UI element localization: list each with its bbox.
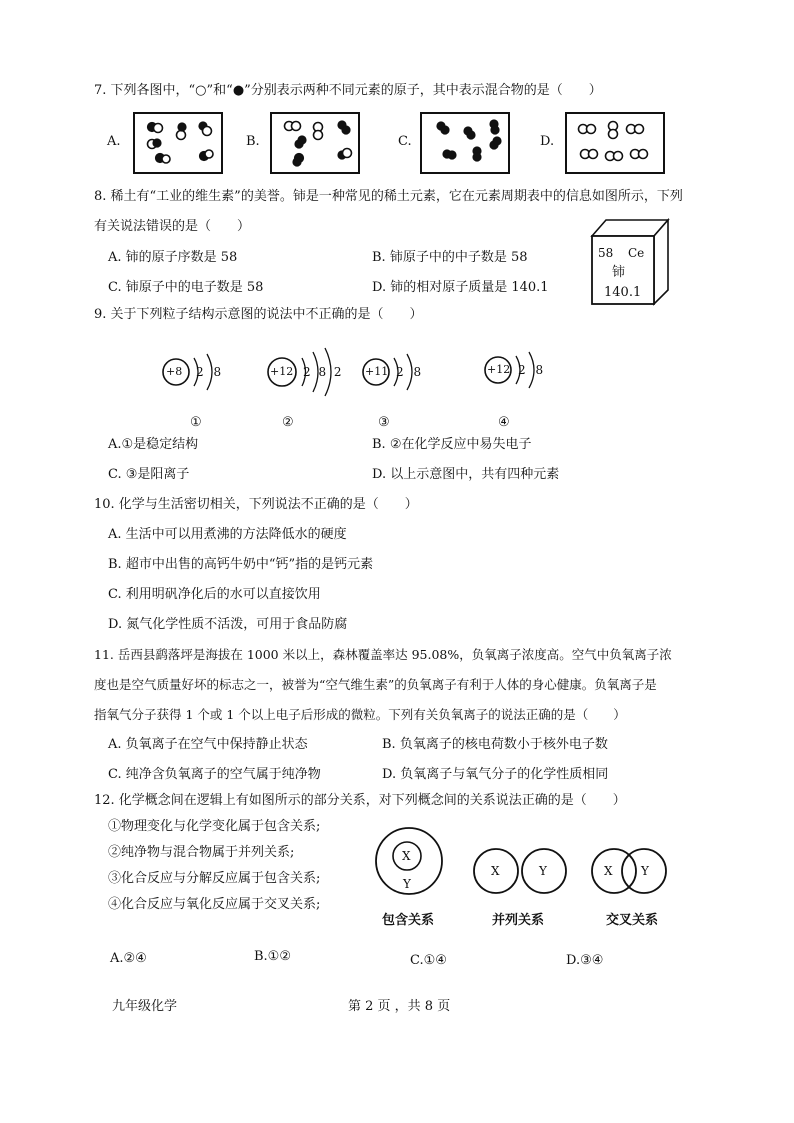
q8-stem-line1: 8. 稀土有“工业的维生素”的美誉。铈是一种常见的稀土元素，它在元素周期表中的信息如图所示，下列 bbox=[94, 189, 683, 204]
q9-particle-4-index: ④ bbox=[498, 415, 510, 430]
q12-parallel-y: Y bbox=[539, 864, 547, 878]
q8-element-number: 58 bbox=[598, 246, 614, 260]
q9-particle-1-index: ① bbox=[190, 415, 202, 430]
q12-cross-x: X bbox=[604, 864, 613, 878]
q12-item-1: ①物理变化与化学变化属于包含关系; bbox=[108, 819, 321, 834]
q9-particle-2-electrons: 2 8 2 bbox=[303, 365, 342, 379]
q11-option-b: B. 负氧离子的核电荷数小于核外电子数 bbox=[382, 737, 608, 752]
q8-option-d: D. 铈的相对原子质量是 140.1 bbox=[372, 280, 549, 295]
q12-parallel-x: X bbox=[491, 864, 500, 878]
q7-figure-a-atoms bbox=[135, 114, 221, 172]
q8-option-c: C. 铈原子中的电子数是 58 bbox=[108, 280, 264, 295]
q9-option-b: B. ②在化学反应中易失电子 bbox=[372, 437, 532, 452]
footer-subject: 九年级化学 bbox=[112, 999, 178, 1014]
q9-particle-1-nucleus: +8 bbox=[166, 365, 183, 378]
q7-figure-d bbox=[565, 112, 665, 174]
q9-particle-4-electrons: 2 8 bbox=[518, 363, 544, 377]
q9-particle-2-nucleus: +12 bbox=[270, 365, 294, 378]
q12-cross-y: Y bbox=[641, 864, 649, 878]
q12-option-c: C.①④ bbox=[410, 953, 447, 968]
q12-diagram-contain bbox=[374, 826, 444, 896]
q12-stem: 12. 化学概念间在逻辑上有如图所示的部分关系，对下列概念间的关系说法正确的是（ ） bbox=[94, 793, 626, 808]
q7-figure-c-atoms bbox=[422, 114, 508, 172]
q9-particle-2 bbox=[265, 346, 355, 402]
q10-option-d: D. 氮气化学性质不活泼，可用于食品防腐 bbox=[108, 617, 348, 632]
q12-item-3: ③化合反应与分解反应属于包含关系; bbox=[108, 871, 321, 886]
q7-figure-b bbox=[270, 112, 360, 174]
q11-option-d: D. 负氧离子与氧气分子的化学性质相同 bbox=[382, 767, 609, 782]
q7-figure-a bbox=[133, 112, 223, 174]
footer-page-number: 第 2 页 ，共 8 页 bbox=[348, 999, 451, 1014]
q9-stem: 9. 关于下列粒子结构示意图的说法中不正确的是（ ） bbox=[94, 307, 423, 322]
q9-particle-2-index: ② bbox=[282, 415, 294, 430]
q9-particle-3-nucleus: +11 bbox=[365, 365, 389, 378]
q7-option-d-label: D. bbox=[540, 134, 555, 149]
q10-option-a: A. 生活中可以用煮沸的方法降低水的硬度 bbox=[108, 527, 347, 542]
q12-option-b: B.①② bbox=[254, 949, 291, 964]
q12-diagram-cross bbox=[590, 846, 670, 896]
q8-option-a: A. 铈的原子序数是 58 bbox=[108, 250, 238, 265]
q12-label-parallel: 并列关系 bbox=[492, 913, 545, 928]
q9-particle-3 bbox=[360, 350, 440, 400]
q8-element-name: 铈 bbox=[612, 265, 626, 280]
q8-element-symbol: Ce bbox=[628, 246, 645, 260]
q9-particle-1 bbox=[160, 350, 240, 400]
q12-option-a: A.②④ bbox=[110, 951, 147, 966]
q7-figure-c bbox=[420, 112, 510, 174]
q12-contain-x: X bbox=[402, 849, 411, 863]
q12-item-2: ②纯净物与混合物属于并列关系; bbox=[108, 845, 295, 860]
q7-stem: 7. 下列各图中，“○”和“●”分别表示两种不同元素的原子，其中表示混合物的是（ ） bbox=[94, 83, 602, 98]
q12-cross-circles bbox=[590, 846, 670, 896]
q12-item-4: ④化合反应与氧化反应属于交叉关系; bbox=[108, 897, 321, 912]
q12-diagram-parallel bbox=[472, 846, 568, 896]
q10-stem: 10. 化学与生活密切相关，下列说法不正确的是（ ） bbox=[94, 497, 418, 512]
q11-stem-line2: 度也是空气质量好坏的标志之一，被誉为“空气维生素”的负氧离子有利于人体的身心健康。负氧离子是 bbox=[94, 677, 657, 692]
q9-particle-4-nucleus: +12 bbox=[487, 363, 511, 376]
q11-stem-line1: 11. 岳西县鹞落坪是海拔在 1000 米以上，森林覆盖率达 95.08%，负氧离子浓度高。空气中负氧离子浓 bbox=[94, 647, 672, 662]
q8-stem-line2: 有关说法错误的是（ ） bbox=[94, 219, 251, 234]
q12-contain-y: Y bbox=[403, 877, 411, 891]
q9-particle-1-electrons: 2 8 bbox=[196, 365, 222, 379]
q11-option-a: A. 负氧离子在空气中保持静止状态 bbox=[108, 737, 308, 752]
q12-label-cross: 交叉关系 bbox=[606, 913, 659, 928]
q9-particle-3-electrons: 2 8 bbox=[396, 365, 422, 379]
q10-option-c: C. 利用明矾净化后的水可以直接饮用 bbox=[108, 587, 321, 602]
q7-figure-d-atoms bbox=[567, 114, 663, 172]
q8-element-cell bbox=[590, 214, 670, 306]
q9-option-c: C. ③是阳离子 bbox=[108, 467, 190, 482]
q12-label-contain: 包含关系 bbox=[382, 913, 435, 928]
q8-option-b: B. 铈原子中的中子数是 58 bbox=[372, 250, 528, 265]
q8-element-mass: 140.1 bbox=[604, 285, 642, 300]
q11-option-c: C. 纯净含负氧离子的空气属于纯净物 bbox=[108, 767, 321, 782]
q12-parallel-circles bbox=[472, 846, 568, 896]
q7-figure-b-atoms bbox=[272, 114, 358, 172]
q9-option-d: D. 以上示意图中，共有四种元素 bbox=[372, 467, 560, 482]
q7-option-b-label: B. bbox=[246, 134, 260, 149]
q11-stem-line3: 指氧气分子获得 1 个或 1 个以上电子后形成的微粒。下列有关负氧离子的说法正确的是（ ） bbox=[94, 707, 626, 722]
q7-option-a-label: A. bbox=[107, 134, 121, 149]
q10-option-b: B. 超市中出售的高钙牛奶中“钙”指的是钙元素 bbox=[108, 557, 374, 572]
q12-option-d: D.③④ bbox=[566, 953, 604, 968]
q9-option-a: A.①是稳定结构 bbox=[108, 437, 199, 452]
q7-option-c-label: C. bbox=[398, 134, 412, 149]
q9-particle-3-index: ③ bbox=[378, 415, 390, 430]
q9-particle-4 bbox=[480, 350, 560, 400]
